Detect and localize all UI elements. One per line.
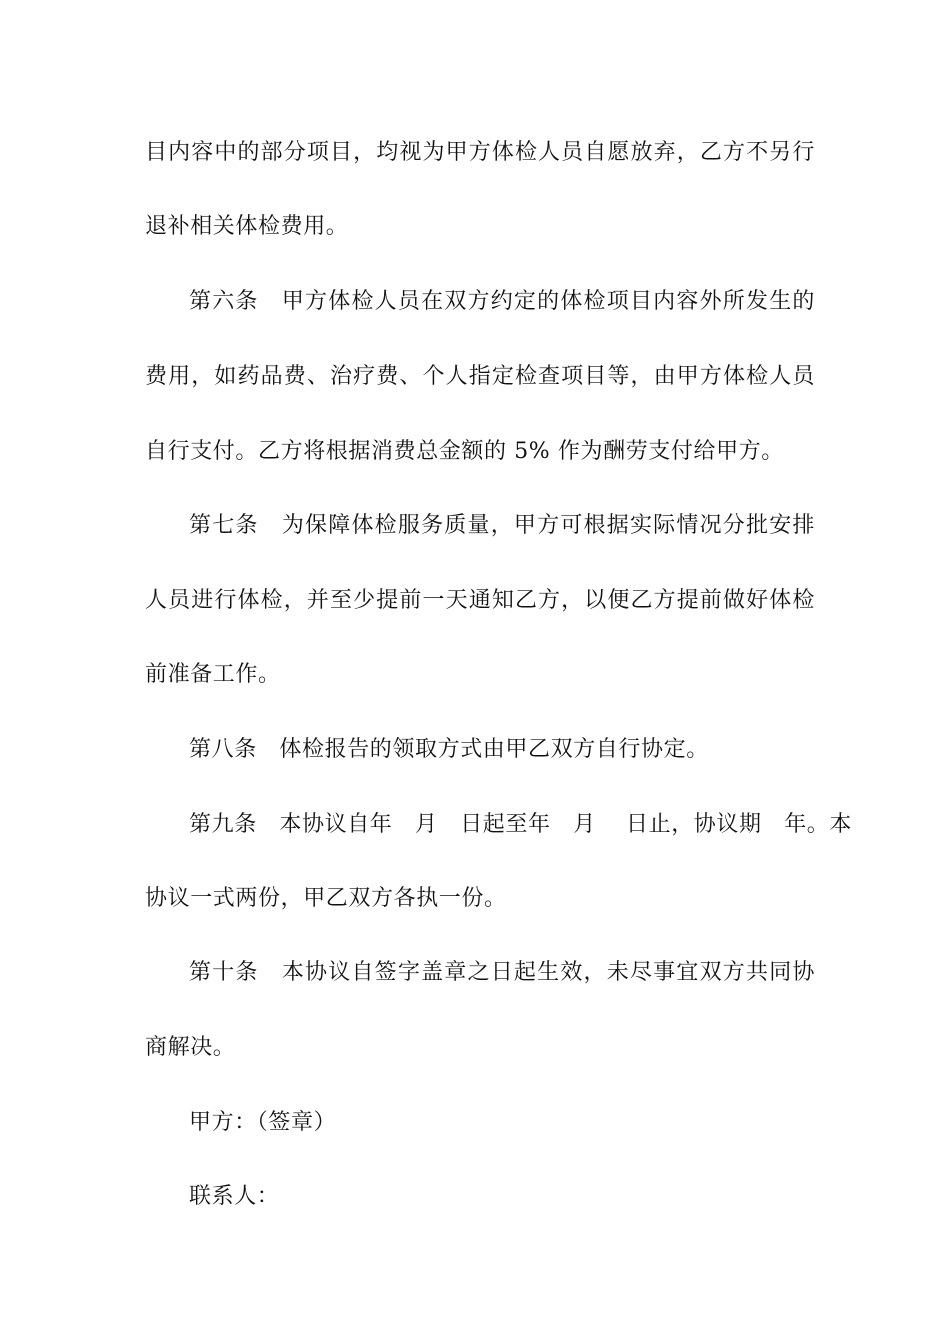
article-7-heading-line: 第七条 为保障体检服务质量，甲方可根据实际情况分批安排: [189, 513, 815, 538]
contact-person-line: 联系人：: [189, 1184, 280, 1209]
article-6-heading-line: 第六条 甲方体检人员在双方约定的体检项目内容外所发生的: [189, 289, 815, 314]
text-line-1: 目内容中的部分项目，均视为甲方体检人员自愿放弃，乙方不另行: [145, 140, 815, 165]
text-line-8: 前准备工作。: [145, 662, 281, 687]
article-10-heading-line: 第十条 本协议自签字盖章之日起生效，未尽事宜双方共同协: [189, 960, 815, 985]
article-8-line: 第八条 体检报告的领取方式由甲乙双方自行协定。: [189, 737, 709, 762]
text-line-7: 人员进行体检，并至少提前一天通知乙方，以便乙方提前做好体检: [145, 588, 815, 613]
party-a-signature-line: 甲方：（签章）: [189, 1110, 337, 1135]
text-line-2: 退补相关体检费用。: [145, 214, 349, 239]
text-line-5: 自行支付。乙方将根据消费总金额的 5% 作为酬劳支付给甲方。: [145, 439, 784, 464]
text-line-11: 协议一式两份，甲乙双方各执一份。: [145, 886, 507, 911]
text-line-13: 商解决。: [145, 1035, 236, 1060]
text-line-4: 费用，如药品费、治疗费、个人指定检查项目等，由甲方体检人员: [145, 364, 815, 389]
article-9-heading-line: 第九条 本协议自年 月 日起至年 月 日止，协议期 年。本: [189, 812, 852, 837]
